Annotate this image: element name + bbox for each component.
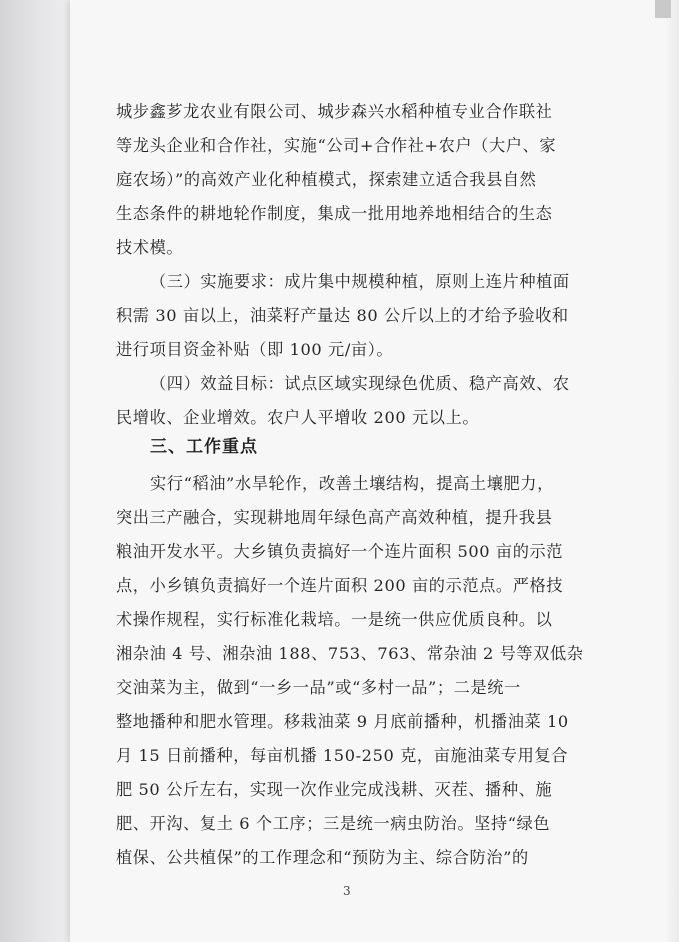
requirements-paragraph-line: （三）实施要求：成片集中规模种植，原则上连片种植面 — [150, 272, 570, 291]
page-edge — [665, 0, 679, 942]
body-line: 突出三产融合，实现耕地周年绿色高产高效种植，提升我县 — [116, 508, 553, 527]
body-line: 进行项目资金补贴（即 100 元/亩）。 — [116, 340, 394, 359]
section-heading: 三、工作重点 — [150, 437, 258, 457]
body-line: 肥、开沟、复土 6 个工序；三是统一病虫防治。坚持“绿色 — [116, 814, 551, 833]
scan-mark — [655, 0, 671, 18]
body-line: 生态条件的耕地轮作制度，集成一批用地养地相结合的生态 — [116, 204, 553, 223]
body-line: 技术模。 — [116, 238, 184, 257]
goals-paragraph-line: （四）效益目标：试点区域实现绿色优质、稳产高效、农 — [150, 374, 570, 393]
body-line: 粮油开发水平。大乡镇负责搞好一个连片面积 500 亩的示范 — [116, 542, 564, 561]
body-line: 点，小乡镇负责搞好一个连片面积 200 亩的示范点。严格技 — [116, 576, 564, 595]
body-line: 月 15 日前播种，每亩机播 150-250 克，亩施油菜专用复合 — [116, 746, 568, 765]
body-line: 民增收、企业增效。农户人平增收 200 元以上。 — [116, 408, 480, 427]
page-number: 3 — [343, 884, 351, 898]
body-line: 等龙头企业和合作社，实施“公司+合作社+农户（大户、家 — [116, 136, 557, 155]
body-line: 实行“稻油”水旱轮作，改善土壤结构，提高土壤肥力， — [150, 474, 554, 493]
body-line: 城步鑫芗龙农业有限公司、城步森兴水稻种植专业合作联社 — [116, 102, 553, 121]
body-line: 植保、公共植保”的工作理念和“预防为主、综合防治”的 — [116, 848, 529, 867]
body-line: 肥 50 公斤左右，实现一次作业完成浅耕、灭茬、播种、施 — [116, 780, 553, 799]
body-line: 湘杂油 4 号、湘杂油 188、753、763、常杂油 2 号等双低杂 — [116, 644, 584, 663]
body-line: 积需 30 亩以上，油菜籽产量达 80 公斤以上的才给予验收和 — [116, 306, 569, 325]
body-line: 庭农场）”的高效产业化种植模式，探索建立适合我县自然 — [116, 170, 537, 189]
body-line: 整地播种和肥水管理。移栽油菜 9 月底前播种，机播油菜 10 — [116, 712, 569, 731]
body-line: 术操作规程，实行标准化栽培。一是统一供应优质良种。以 — [116, 610, 553, 629]
body-line: 交油菜为主，做到“一乡一品”或“多村一品”；二是统一 — [116, 678, 521, 697]
